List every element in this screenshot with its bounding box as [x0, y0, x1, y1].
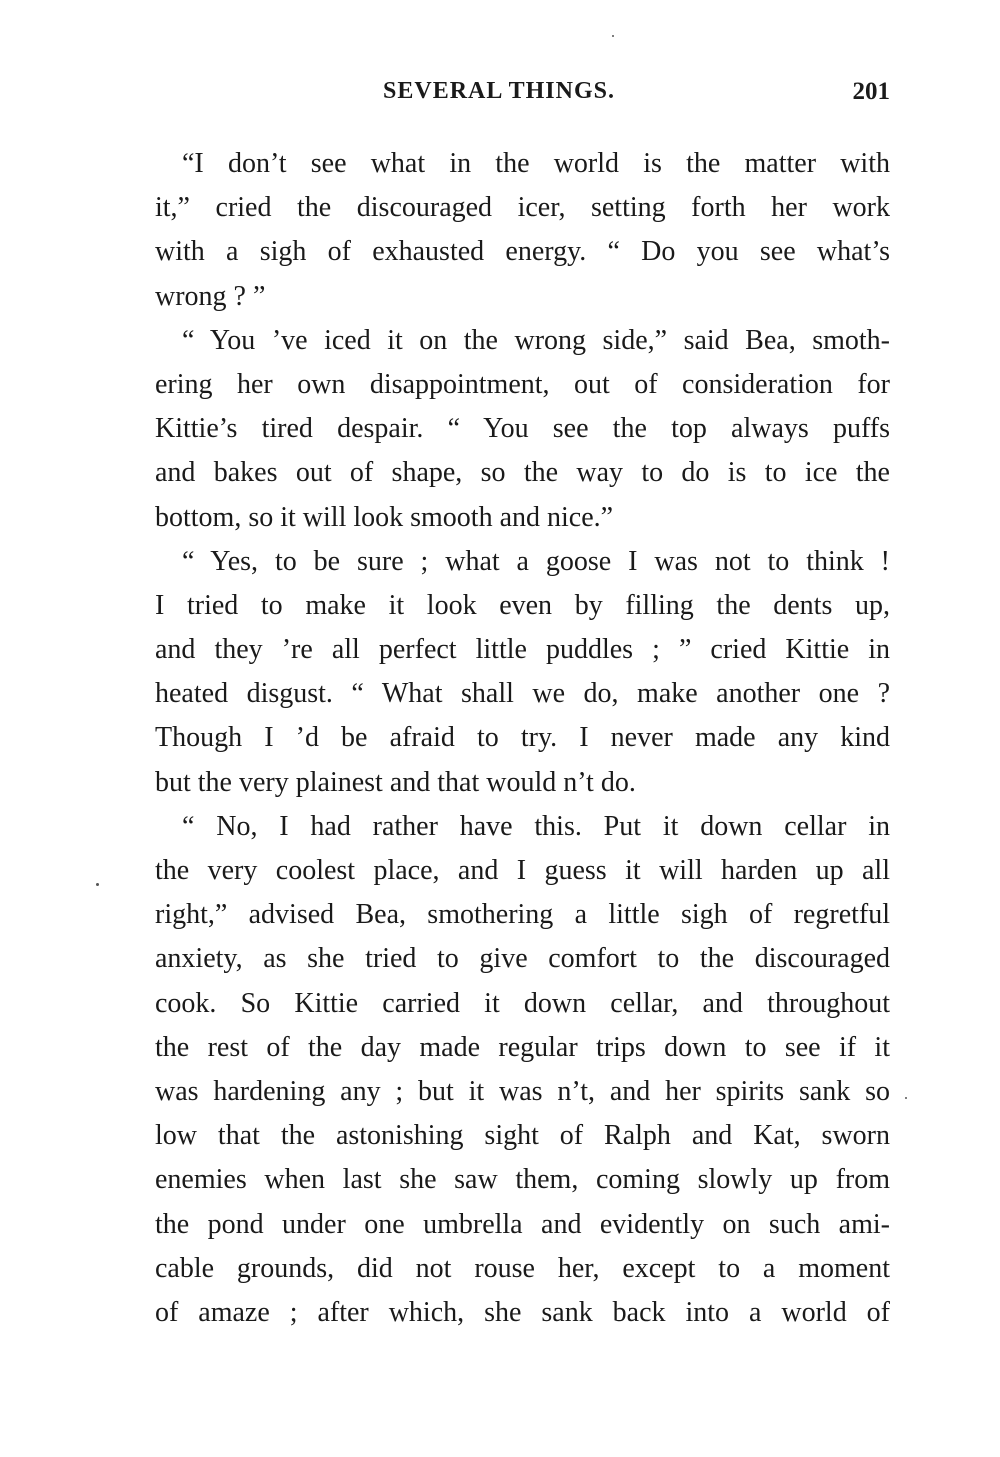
- body-text: [155, 142, 890, 1335]
- scan-speck: [96, 883, 99, 886]
- text-line: but the very plainest and that would n’t do.: [155, 766, 636, 798]
- text-line: it,” cried the discouraged icer, setting forth her work: [155, 192, 890, 224]
- text-line: of amaze ; after which, she sank back into a world of: [155, 1296, 890, 1328]
- text-line: low that the astonishing sight of Ralph and Kat, sworn: [155, 1120, 890, 1152]
- text-line: “ Yes, to be sure ; what a goose I was not to think !: [182, 545, 890, 577]
- text-line: wrong ? ”: [155, 280, 266, 312]
- text-line: “ You ’ve iced it on the wrong side,” said Bea, smoth-: [182, 324, 890, 356]
- text-line: the pond under one umbrella and evidently on such ami-: [155, 1208, 890, 1240]
- text-line: the very coolest place, and I guess it will harden up all: [155, 855, 890, 886]
- text-line: “ No, I had rather have this. Put it down cellar in: [182, 810, 890, 842]
- page-header: [155, 78, 890, 114]
- scan-speck: [905, 1097, 907, 1099]
- text-line: enemies when last she saw them, coming slowly up from: [155, 1164, 890, 1196]
- text-line: right,” advised Bea, smothering a little sigh of regretful: [155, 899, 890, 931]
- text-line: and bakes out of shape, so the way to do is to ice the: [155, 457, 890, 489]
- text-line: Kittie’s tired despair. “ You see the top always puffs: [155, 413, 890, 445]
- text-line: I tried to make it look even by filling the dents up,: [155, 589, 890, 621]
- running-head: SEVERAL THINGS.: [383, 78, 615, 104]
- text-line: with a sigh of exhausted energy. “ Do you see what’s: [155, 236, 890, 268]
- text-line: was hardening any ; but it was n’t, and her spirits sank so: [155, 1075, 890, 1107]
- text-line: anxiety, as she tried to give comfort to the discouraged: [155, 943, 890, 975]
- text-line: and they ’re all perfect little puddles ; ” cried Kittie in: [155, 634, 890, 666]
- text-line: the rest of the day made regular trips down to see if it: [155, 1031, 890, 1063]
- text-line: cable grounds, did not rouse her, except to a moment: [155, 1252, 890, 1284]
- text-line: “I don’t see what in the world is the matter with: [182, 148, 890, 179]
- text-line: ering her own disappointment, out of consideration for: [155, 368, 890, 400]
- text-line: bottom, so it will look smooth and nice.”: [155, 501, 614, 533]
- text-line: cook. So Kittie carried it down cellar, and throughout: [155, 987, 890, 1019]
- page-number: 201: [852, 78, 890, 105]
- scan-speck: [612, 35, 614, 37]
- text-line: Though I ’d be afraid to try. I never made any kind: [155, 722, 890, 754]
- text-line: heated disgust. “ What shall we do, make another one ?: [155, 678, 890, 710]
